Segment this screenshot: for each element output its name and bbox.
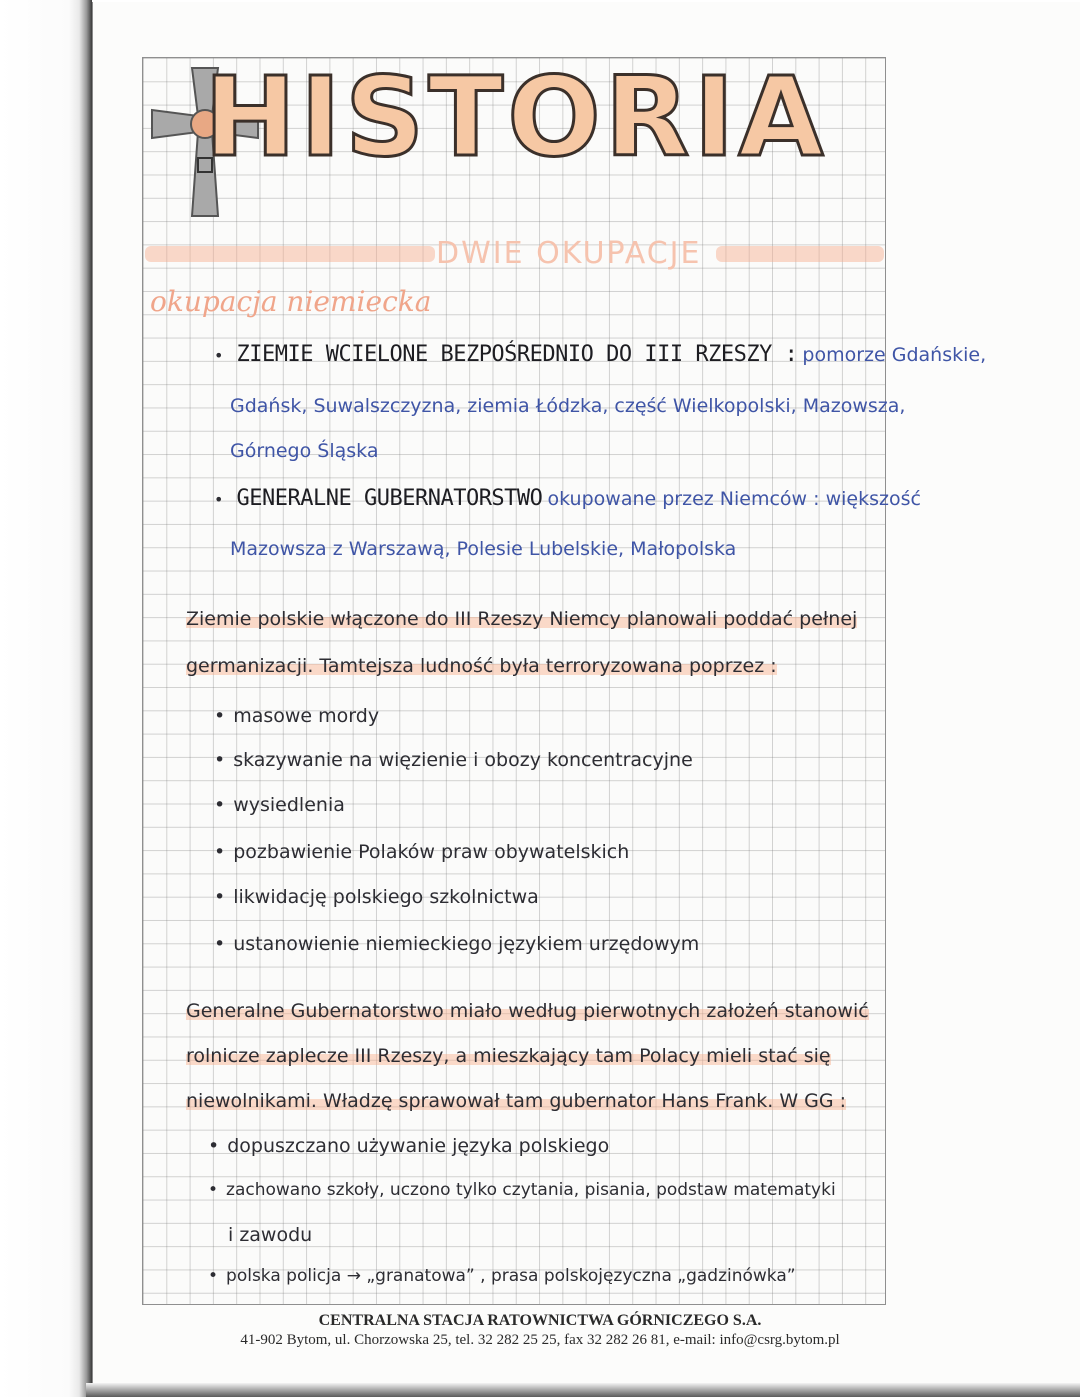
block1-line-2: Gdańsk, Suwalszczyzna, ziemia Łódzka, część Wielkopolski, Mazowsza,: [230, 395, 906, 417]
list-item: [214, 794, 345, 816]
paragraph-1-line-2: germanizacji. Tamtejsza ludność była terroryzowana poprzez :: [186, 655, 777, 677]
term: GENERALNE GUBERNATORSTWO: [236, 486, 543, 511]
block1-line-4: [214, 486, 921, 511]
list-item-text: skazywanie na więzienie i obozy koncentracyjne: [233, 749, 693, 771]
list-item-text: masowe mordy: [233, 705, 380, 727]
list-item: [214, 841, 629, 863]
list-item: [208, 1135, 609, 1157]
page-title: HISTORIA: [204, 53, 828, 181]
scan-edge-bottom: [86, 1383, 1080, 1397]
paragraph-2-line-2: rolnicze zaplecze III Rzeszy, a mieszkający tam Polacy mieli stać się: [186, 1045, 831, 1067]
bullet-dot: •: [214, 841, 226, 863]
bullet-dot: •: [208, 1180, 219, 1200]
list-item: [214, 933, 699, 955]
block1-line-1: [214, 342, 986, 367]
block1-line-5: Mazowsza z Warszawą, Polesie Lubelskie, Małopolska: [230, 538, 737, 560]
list-item-continuation: i zawodu: [228, 1224, 313, 1246]
footer-address: 41-902 Bytom, ul. Chorzowska 25, tel. 32 282 25 25, fax 32 282 26 81, e-mail: info@csrg.bytom.pl: [240, 1332, 840, 1348]
list-item: [208, 1180, 836, 1200]
section-heading: okupacja niemiecka: [150, 285, 432, 318]
title-block: [150, 53, 828, 226]
bullet-dot: •: [208, 1135, 220, 1157]
paragraph-1-line-1: Ziemie polskie włączone do III Rzeszy Niemcy planowali poddać pełnej: [186, 608, 858, 630]
list-item: [214, 749, 693, 771]
list-item-text: pozbawienie Polaków praw obywatelskich: [233, 841, 630, 863]
term-description: okupowane przez Niemców : większość: [547, 488, 921, 510]
bullet-dot: •: [208, 1266, 219, 1286]
bullet-dot: •: [214, 490, 224, 509]
bullet-dot: •: [214, 705, 226, 727]
subtitle: DWIE OKUPACJE: [436, 236, 702, 271]
list-item-text: likwidację polskiego szkolnictwa: [233, 886, 539, 908]
list-item: [208, 1266, 796, 1286]
list-item-text: dopuszczano używanie języka polskiego: [227, 1135, 610, 1157]
paragraph-2-line-1: Generalne Gubernatorstwo miało według pierwotnych założeń stanowić: [186, 1000, 869, 1022]
scan-edge-left: [0, 0, 92, 1397]
block1-line-3: Górnego Śląska: [230, 440, 379, 462]
term: ZIEMIE WCIELONE BEZPOŚREDNIO DO III RZESZY :: [236, 342, 798, 367]
bullet-dot: •: [214, 346, 224, 365]
term-description: pomorze Gdańskie,: [802, 344, 987, 366]
bullet-dot: •: [214, 794, 226, 816]
footer-organization: CENTRALNA STACJA RATOWNICTWA GÓRNICZEGO S.A.: [318, 1312, 762, 1329]
subtitle-highlight-right: [716, 246, 884, 262]
bullet-dot: •: [214, 749, 226, 771]
subtitle-highlight-left: [145, 246, 435, 262]
list-item: [214, 886, 539, 908]
list-item-text: wysiedlenia: [233, 794, 345, 816]
bullet-dot: •: [214, 933, 226, 955]
list-item-text: ustanowienie niemieckiego językiem urzędowym: [233, 933, 700, 955]
paragraph-2-line-3: niewolnikami. Władzę sprawował tam gubernator Hans Frank. W GG :: [186, 1090, 847, 1112]
list-item: [214, 705, 379, 727]
list-item-text: zachowano szkoły, uczono tylko czytania, pisania, podstaw matematyki: [226, 1180, 836, 1200]
list-item-text: polska policja → „granatowa” , prasa polskojęzyczna „gadzinówka”: [226, 1266, 796, 1286]
bullet-dot: •: [214, 886, 226, 908]
